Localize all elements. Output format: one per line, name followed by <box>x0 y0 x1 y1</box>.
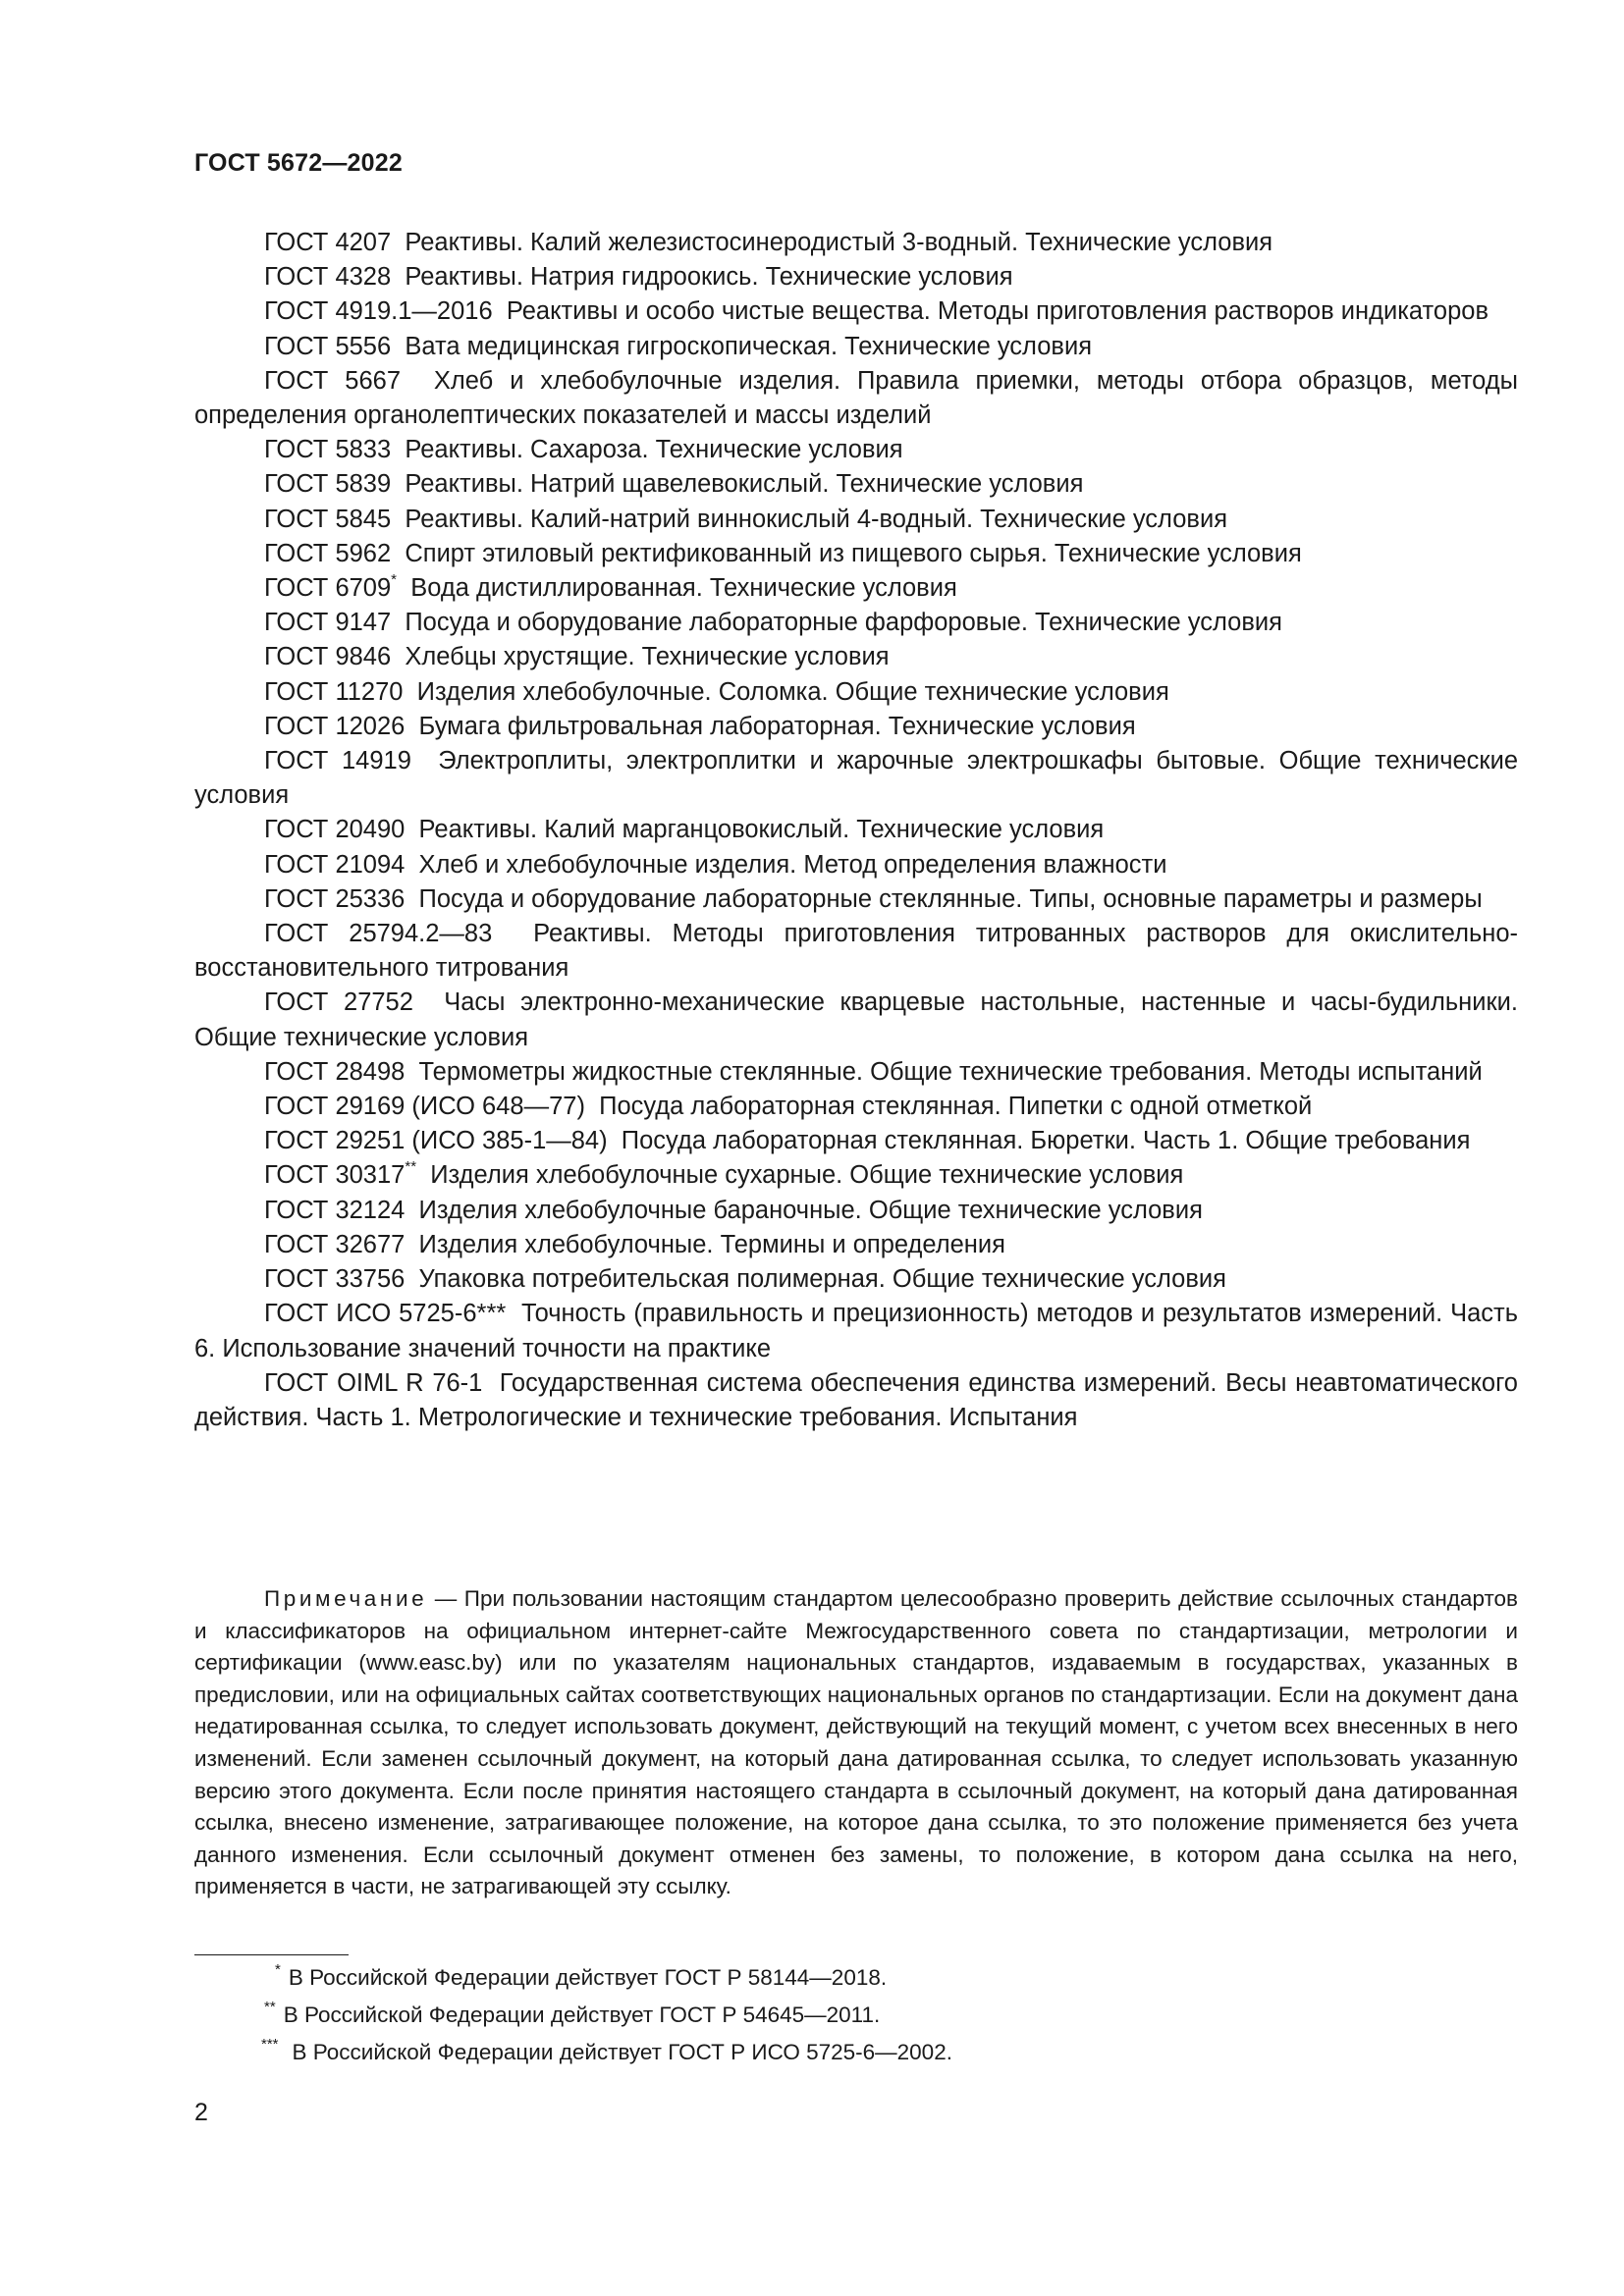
reference-title: Вата медицинская гигроскопическая. Технические условия <box>405 332 1092 360</box>
reference-title: Посуда лабораторная стеклянная. Бюретки. Часть 1. Общие требования <box>621 1127 1471 1155</box>
reference-code: ГОСТ 21094 <box>264 850 406 879</box>
footnote-text: В Российской Федерации действует ГОСТ Р 58144—2018. <box>288 1965 888 1990</box>
reference-item <box>194 917 1518 986</box>
reference-code: ГОСТ 25794.2—83 <box>264 920 493 948</box>
reference-item <box>194 364 1518 433</box>
reference-item <box>194 848 1518 882</box>
document-header: ГОСТ 5672—2022 <box>194 149 403 177</box>
reference-title: Хлебцы хрустящие. Технические условия <box>405 643 890 671</box>
reference-item <box>194 537 1518 571</box>
reference-item <box>194 260 1518 294</box>
reference-title: Реактивы. Натрия гидроокись. Технические условия <box>405 263 1013 292</box>
reference-item <box>194 571 1518 606</box>
reference-title: Реактивы. Калий марганцовокислый. Технические условия <box>418 816 1105 844</box>
reference-title: Спирт этиловый ректификованный из пищевого сырья. Технические условия <box>405 539 1302 567</box>
footnote-text: В Российской Федерации действует ГОСТ Р ИСО 5725-6—2002. <box>292 2040 952 2064</box>
reference-title: Точность (правильность и прецизионность) методов и результатов измерений. Часть 6. Использование значений точности на практике <box>194 1300 1519 1362</box>
reference-item <box>194 1055 1518 1090</box>
reference-title: Вода дистиллированная. Технические условия <box>410 574 957 603</box>
reference-code: ГОСТ 5556 <box>264 332 392 360</box>
reference-item <box>194 1297 1518 1365</box>
reference-item <box>194 744 1518 813</box>
reference-item <box>194 433 1518 467</box>
reference-code: ГОСТ 9147 <box>264 609 392 637</box>
reference-code: ГОСТ 4919.1—2016 <box>264 297 493 326</box>
reference-title: Реактивы и особо чистые вещества. Методы приготовления растворов индикаторов <box>506 297 1489 326</box>
reference-item <box>194 330 1518 364</box>
footnote-mark: * <box>275 1960 281 1978</box>
reference-title: Термометры жидкостные стеклянные. Общие технические требования. Методы испытаний <box>418 1057 1483 1086</box>
reference-footnote-mark: ** <box>405 1157 417 1175</box>
reference-code: ГОСТ 9846 <box>264 643 392 671</box>
reference-item <box>194 986 1518 1054</box>
reference-code: ГОСТ 32677 <box>264 1230 406 1258</box>
reference-code: ГОСТ 5667 <box>264 366 402 395</box>
footnote-separator <box>194 1954 349 1955</box>
reference-item <box>194 503 1518 537</box>
reference-code: ГОСТ 5962 <box>264 539 392 567</box>
reference-title: Изделия хлебобулочные. Термины и определения <box>418 1230 1005 1258</box>
reference-item <box>194 640 1518 674</box>
footnote-mark: *** <box>261 2035 279 2053</box>
reference-title: Государственная система обеспечения единства измерений. Весы неавтоматического действия. Часть 1. Метрологические и технические требования. Испытания <box>194 1368 1518 1431</box>
reference-item <box>194 294 1518 329</box>
note-text: — При пользовании настоящим стандартом целесообразно проверить действие ссылочных стандартов и классификаторов на официальном интернет-сайте Межгосударственного совета по стандартизации, метрологии и сертификации (www.easc.by) или по указателям национальных стандартов, издаваемым в государствах, указанных в предисловии, или на официальных сайтах соответствующих национальных органов по стандартизации. Если на документ дана недатированная ссылка, то следует использовать документ, действующий на текущий момент, с учетом всех внесенных в него изменений. Если заменен ссылочный документ, на который дана датированная ссылка, то следует использовать указанную версию этого документа. Если после принятия настоящего стандарта в ссылочный документ, на который дана датированная ссылка, внесено изменение, затрагивающее положение, на которое дана ссылка, то это положение применяется без учета данного изменения. Если ссылочный документ отменен без замены, то положение, в котором дана ссылка на него, применяется в части, не затрагивающей эту ссылку. <box>194 1586 1518 1899</box>
reference-title: Реактивы. Методы приготовления титрованных растворов для окислительно-восстановительного титрования <box>194 920 1519 983</box>
reference-item <box>194 1124 1518 1158</box>
footnote-item <box>194 1997 1518 2034</box>
reference-item <box>194 1194 1518 1228</box>
footnote-item <box>194 2034 1518 2071</box>
reference-item <box>194 882 1518 917</box>
reference-code: ГОСТ 28498 <box>264 1057 406 1086</box>
reference-item <box>194 675 1518 710</box>
reference-item <box>194 226 1518 260</box>
reference-item <box>194 1228 1518 1262</box>
reference-title: Хлеб и хлебобулочные изделия. Правила приемки, методы отбора образцов, методы определения органолептических показателей и массы изделий <box>194 366 1519 430</box>
reference-code: ГОСТ 27752 <box>264 988 413 1017</box>
reference-code: ГОСТ 33756 <box>264 1265 406 1294</box>
reference-title: Бумага фильтровальная лабораторная. Технические условия <box>418 712 1136 740</box>
footnote-mark: ** <box>264 1998 276 2015</box>
reference-item <box>194 1262 1518 1297</box>
reference-code: ГОСТ 25336 <box>264 884 406 913</box>
reference-code: ГОСТ 11270 <box>264 677 404 706</box>
page-number: 2 <box>194 2099 208 2126</box>
reference-title: Хлеб и хлебобулочные изделия. Метод определения влажности <box>418 850 1167 879</box>
reference-code: ГОСТ 29251 (ИСО 385-1—84) <box>264 1127 608 1155</box>
reference-title: Электроплиты, электроплитки и жарочные электрошкафы бытовые. Общие технические условия <box>194 747 1519 810</box>
reference-code: ГОСТ 29169 (ИСО 648—77) <box>264 1093 585 1121</box>
reference-item <box>194 467 1518 502</box>
reference-title: Реактивы. Сахароза. Технические условия <box>405 436 903 464</box>
reference-code: ГОСТ ИСО 5725-6*** <box>264 1300 507 1328</box>
reference-code: ГОСТ 4328 <box>264 263 392 292</box>
reference-title: Изделия хлебобулочные. Соломка. Общие технические условия <box>416 677 1169 706</box>
reference-title: Посуда и оборудование лабораторные фарфоровые. Технические условия <box>405 609 1282 637</box>
reference-code: ГОСТ 12026 <box>264 712 406 740</box>
footnotes <box>194 1959 1518 2071</box>
reference-title: Посуда лабораторная стеклянная. Пипетки с одной отметкой <box>599 1093 1313 1121</box>
reference-title: Реактивы. Калий-натрий виннокислый 4-водный. Технические условия <box>405 505 1228 533</box>
reference-item <box>194 1158 1518 1193</box>
note-label: Примечание <box>264 1586 428 1611</box>
reference-code: ГОСТ 30317 <box>264 1161 406 1190</box>
reference-code: ГОСТ 6709 <box>264 574 392 603</box>
reference-item <box>194 606 1518 640</box>
normative-references-list <box>194 226 1518 1435</box>
reference-title: Реактивы. Калий железистосинеродистый 3-водный. Технические условия <box>405 229 1273 256</box>
note-paragraph <box>194 1583 1518 1903</box>
reference-title: Часы электронно-механические кварцевые настольные, настенные и часы-будильники. Общие технические условия <box>194 988 1518 1051</box>
reference-code: ГОСТ 5833 <box>264 436 392 464</box>
footnote-text: В Российской Федерации действует ГОСТ Р 54645—2011. <box>283 2002 881 2027</box>
reference-title: Посуда и оборудование лабораторные стеклянные. Типы, основные параметры и размеры <box>418 884 1483 913</box>
reference-item <box>194 1366 1518 1435</box>
reference-title: Реактивы. Натрий щавелевокислый. Технические условия <box>405 470 1084 499</box>
reference-item <box>194 1090 1518 1124</box>
footnote-item <box>194 1959 1518 1997</box>
reference-code: ГОСТ OIML R 76-1 <box>264 1368 483 1397</box>
reference-footnote-mark: * <box>391 570 398 588</box>
reference-code: ГОСТ 32124 <box>264 1196 406 1224</box>
reference-title: Изделия хлебобулочные сухарные. Общие технические условия <box>430 1161 1184 1190</box>
reference-code: ГОСТ 4207 <box>264 229 392 256</box>
reference-item <box>194 813 1518 847</box>
reference-code: ГОСТ 20490 <box>264 816 406 844</box>
reference-code: ГОСТ 14919 <box>264 747 411 775</box>
reference-title: Упаковка потребительская полимерная. Общие технические условия <box>418 1265 1226 1294</box>
reference-code: ГОСТ 5839 <box>264 470 392 499</box>
reference-code: ГОСТ 5845 <box>264 505 392 533</box>
reference-title: Изделия хлебобулочные бараночные. Общие технические условия <box>418 1196 1203 1224</box>
reference-item <box>194 710 1518 744</box>
